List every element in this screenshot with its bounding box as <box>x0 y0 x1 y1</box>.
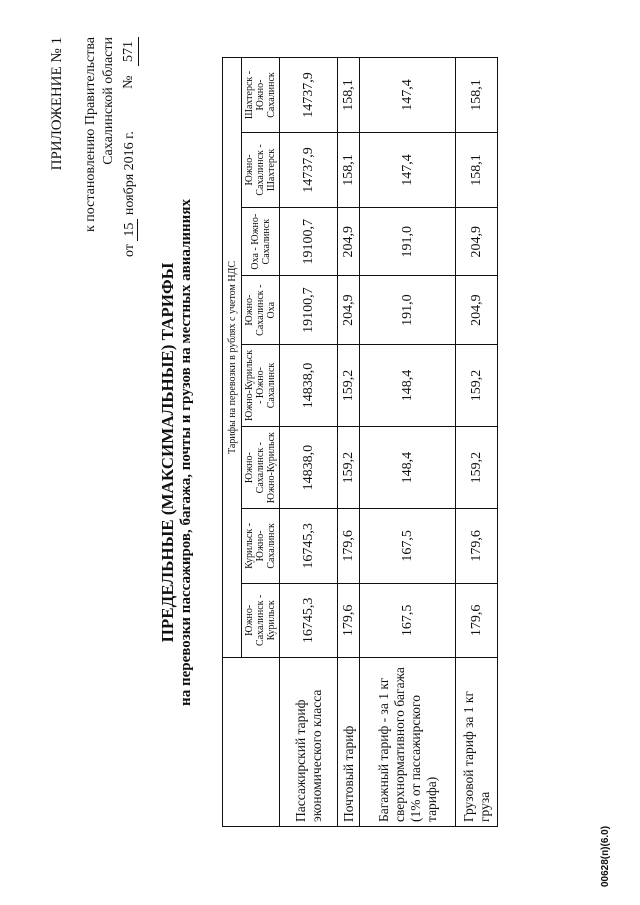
number-label: № <box>121 75 136 89</box>
tariff-cell: 14737,9 <box>280 58 338 133</box>
column-header: Южно-Сахалинск - Южно-Курильск <box>242 427 280 509</box>
row-label: Грузовой тариф за 1 кг груза <box>456 658 498 827</box>
table-row <box>360 58 456 827</box>
tariff-table <box>222 57 498 827</box>
tariff-cell: 158,1 <box>338 58 360 133</box>
tariff-cell: 158,1 <box>456 132 498 207</box>
tariff-cell: 179,6 <box>456 583 498 657</box>
row-label: Багажный тариф - за 1 кг сверхнормативного багажа (1% от пассажирского тарифа) <box>360 658 456 827</box>
tariff-cell: 191,0 <box>360 207 456 275</box>
table-row <box>456 58 498 827</box>
appendix-title: ПРИЛОЖЕНИЕ № 1 <box>49 37 65 171</box>
decree-line-2: Сахалинской области <box>101 37 116 165</box>
tariff-cell: 179,6 <box>338 583 360 657</box>
row-label: Пассажирский тариф экономического класса <box>280 658 338 827</box>
tariff-cell: 204,9 <box>456 207 498 275</box>
tariff-cell: 148,4 <box>360 427 456 509</box>
footer-code: 00628(п)(6.0) <box>600 825 611 887</box>
column-header: Шахтерск - Южно-Сахалинск <box>242 58 280 133</box>
row-label: Почтовый тариф <box>338 658 360 827</box>
table-row <box>338 58 360 827</box>
document-subtitle: на перевозки пассажиров, багажа, почты и грузов на местных авиалиниях <box>178 199 194 706</box>
tariff-cell: 159,2 <box>338 344 360 426</box>
tariff-cell: 16745,3 <box>280 583 338 657</box>
tariff-cell: 19100,7 <box>280 276 338 344</box>
date-day: 15 <box>122 219 138 241</box>
tariff-cell: 14737,9 <box>280 132 338 207</box>
tariff-cell: 167,5 <box>360 583 456 657</box>
tariff-cell: 147,4 <box>360 132 456 207</box>
column-header: Оха - Южно-Сахалинск <box>242 207 280 275</box>
column-header: Южно-Курильск - Южно-Сахалинск <box>242 344 280 426</box>
tariff-cell: 159,2 <box>456 427 498 509</box>
tariff-cell: 191,0 <box>360 276 456 344</box>
tariff-cell: 158,1 <box>456 58 498 133</box>
column-header: Южно-Сахалинск - Курильск <box>242 583 280 657</box>
column-header: Южно-Сахалинск - Оха <box>242 276 280 344</box>
tariff-cell: 14838,0 <box>280 344 338 426</box>
document-title: ПРЕДЕЛЬНЫЕ (МАКСИМАЛЬНЫЕ) ТАРИФЫ <box>158 262 177 643</box>
tariff-cell: 158,1 <box>338 132 360 207</box>
decree-date-line <box>120 37 139 257</box>
table-super-header: Тарифы на перевозки в рублях с учетом НДС <box>223 58 242 658</box>
tariff-cell: 159,2 <box>456 344 498 426</box>
tariff-cell: 179,6 <box>456 509 498 583</box>
tariff-cell: 179,6 <box>338 509 360 583</box>
tariff-cell: 204,9 <box>338 276 360 344</box>
tariff-cell: 16745,3 <box>280 509 338 583</box>
decree-line-1: к постановлению Правительства <box>83 37 98 233</box>
tariff-cell: 14838,0 <box>280 427 338 509</box>
tariff-cell: 167,5 <box>360 509 456 583</box>
date-month-year: ноября 2016 г. <box>122 131 137 216</box>
date-prefix: от <box>122 244 137 257</box>
tariff-cell: 204,9 <box>456 276 498 344</box>
table-row <box>280 58 338 827</box>
tariff-cell: 159,2 <box>338 427 360 509</box>
column-header: Курильск - Южно-Сахалинск <box>242 509 280 583</box>
header-blank-cell <box>223 658 280 827</box>
tariff-cell: 19100,7 <box>280 207 338 275</box>
tariff-cell: 147,4 <box>360 58 456 133</box>
tariff-cell: 204,9 <box>338 207 360 275</box>
appendix-header <box>48 37 139 257</box>
tariff-cell: 148,4 <box>360 344 456 426</box>
column-header: Южно-Сахалинск - Шахтерск <box>242 132 280 207</box>
decree-number: 571 <box>120 37 139 66</box>
